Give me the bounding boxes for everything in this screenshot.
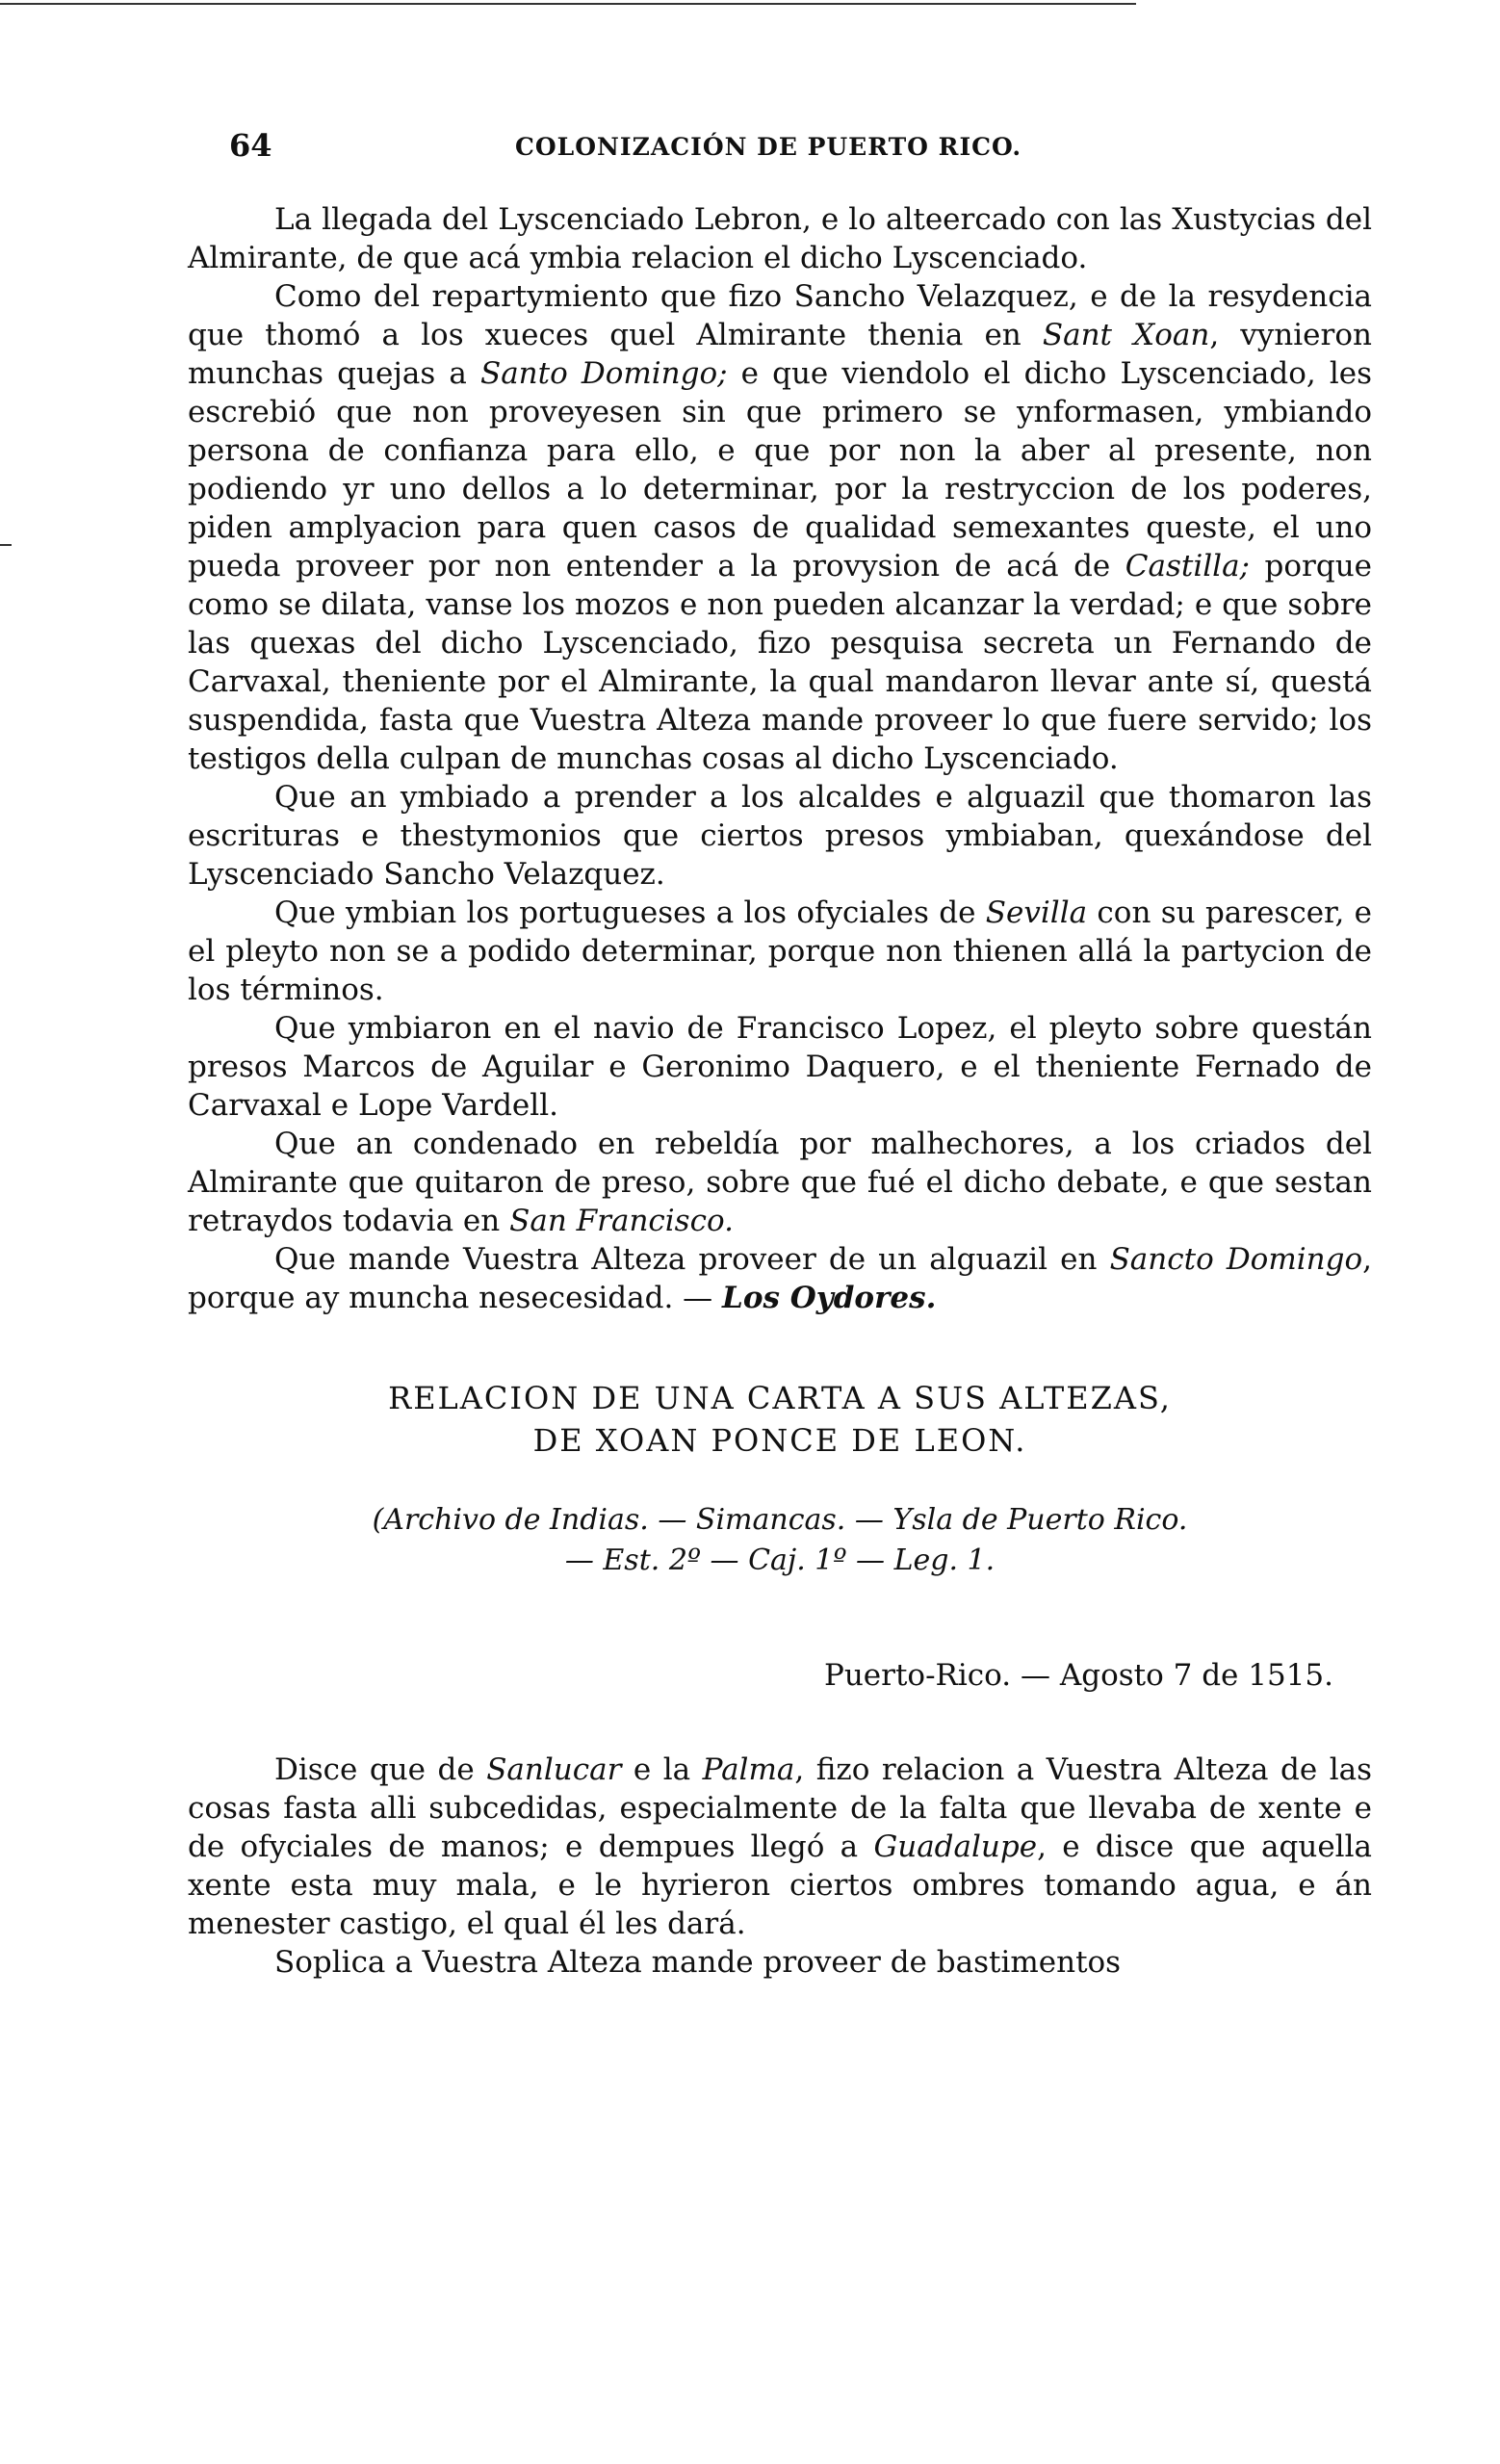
section-heading (188, 1377, 1372, 1462)
italic-text: San Francisco. (509, 1204, 734, 1238)
margin-mark (0, 544, 12, 546)
paragraph (188, 1240, 1372, 1317)
letter-text (188, 1751, 1372, 1982)
italic-text: Sanlucar (486, 1752, 622, 1787)
paragraph (188, 277, 1372, 778)
italic-text: Sancto Domingo (1109, 1242, 1363, 1277)
paragraph (188, 778, 1372, 894)
italic-text: Guadalupe (873, 1829, 1038, 1864)
italic-text: Sevilla (985, 895, 1088, 930)
text-run: , porque ay muncha nesecesidad. — (188, 1242, 1372, 1315)
main-text (188, 200, 1372, 1317)
page-number: 64 (229, 127, 272, 164)
text-run: Que mande Vuestra Alteza proveer de un alguazil en (274, 1242, 1110, 1277)
italic-text: Palma (702, 1752, 795, 1787)
text-run: Que ymbiaron en el navio de Francisco Lopez, el pleyto sobre questán presos Marcos de Aguilar e Geronimo Daquero, e el theniente Fernado de Carvaxal e Lope Vardell. (188, 1011, 1372, 1123)
text-run: La llegada del Lyscenciado Lebron, e lo alteercado con las Xustycias del Almirante, de que acá ymbia relacion el dicho Lyscenciado. (188, 202, 1372, 275)
text-run: Que an ymbiado a prender a los alcaldes e alguazil que thomaron las escrituras e thestymonios que ciertos presos ymbiaban, quexándose del Lyscenciado Sancho Velazquez. (188, 780, 1372, 892)
paragraph (188, 1751, 1372, 1943)
text-run: Disce que de (274, 1752, 487, 1787)
paragraph (188, 894, 1372, 1009)
section-title-line-1: RELACION DE UNA CARTA A SUS ALTEZAS, (388, 1380, 1172, 1416)
page-header (188, 123, 1372, 177)
text-run: e la (621, 1752, 703, 1787)
italic-text: Castilla; (1125, 549, 1251, 584)
paragraph (188, 1125, 1372, 1240)
text-run: Que ymbian los portugueses a los ofyciales de (274, 895, 986, 930)
source-line-2: — Est. 2º — Caj. 1º — Leg. 1. (564, 1543, 996, 1577)
text-run: porque como se dilata, vanse los mozos e non pueden alcanzar la verdad; e que sobre las quexas del dicho Lyscenciado, fizo pesquisa secreta un Fernando de Carvaxal, theniente por el Almirante, la qual mandaron llevar ante sí, questá suspendida, fasta que Vuestra Alteza mande proveer lo que fuere servido; los testigos della culpan de munchas cosas al dicho Lyscenciado. (188, 549, 1372, 776)
source-citation (188, 1500, 1372, 1581)
running-head: COLONIZACIÓN DE PUERTO RICO. (515, 133, 1022, 161)
paragraph (188, 1009, 1372, 1125)
text-run: Como del repartymiento que fizo Sancho Velazquez, e de la resydencia que thomó a los xueces quel Almirante thenia en (188, 279, 1372, 352)
section-title-line-2: DE XOAN PONCE DE LEON. (532, 1422, 1027, 1459)
italic-text: Sant Xoan (1042, 318, 1210, 352)
source-line-1: (Archivo de Indias. — Simancas. — Ysla de Puerto Rico. (372, 1503, 1188, 1537)
page (188, 123, 1372, 1982)
italic-text: Santo Domingo; (479, 356, 728, 391)
text-run: Soplica a Vuestra Alteza mande proveer de bastimentos (274, 1945, 1122, 1980)
paragraph (188, 1943, 1372, 1982)
text-run: , fizo relacion a Vuestra Alteza de las cosas fasta alli subcedidas, especialmente de la falta que llevaba de xente e de ofyciales de manos; e dempues llegó a (188, 1752, 1373, 1864)
text-run: e que viendolo el dicho Lyscenciado, les escrebió que non proveyesen sin que primero se ynformasen, ymbiando persona de confianza para ello, e que por non la aber al presente, non podiendo yr uno dellos a lo determinar, por la restryccion de los poderes, piden amplyacion para quen casos de qualidad semexantes queste, el uno pueda proveer por non entender a la provysion de acá de (188, 356, 1372, 584)
text-run: con su parescer, e el pleyto non se a podido determinar, porque non thienen allá la partycion de los términos. (188, 895, 1372, 1007)
text-run: Que an condenado en rebeldía por malhechores, a los criados del Almirante que quitaron de preso, sobre que fué el dicho debate, e que sestan retraydos todavia en (188, 1127, 1372, 1238)
dateline: Puerto-Rico. — Agosto 7 de 1515. (823, 1658, 1333, 1693)
text-run: , vynieron munchas quejas a (188, 318, 1372, 391)
italic-text: Los Oydores. (722, 1281, 937, 1315)
top-rule (0, 3, 1136, 5)
text-run: , e disce que aquella xente esta muy mala, e le hyrieron ciertos ombres tomando agua, e án menester castigo, el qual él les dará. (188, 1829, 1372, 1941)
paragraph (188, 200, 1372, 277)
